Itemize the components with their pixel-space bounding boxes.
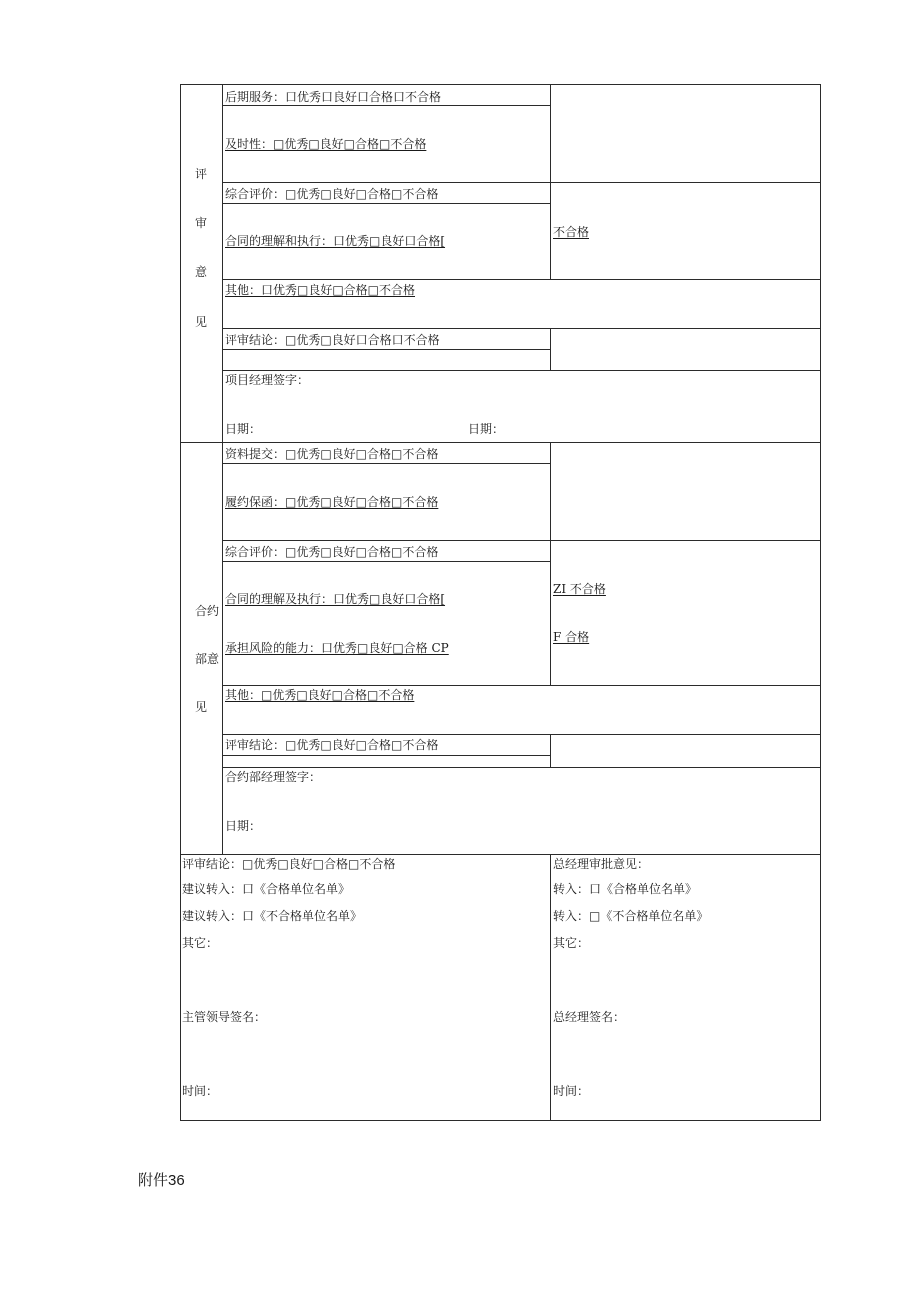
s2-col-divider-b	[550, 734, 551, 768]
review-label-1: 评	[195, 167, 208, 181]
s2-line-conclusion	[222, 755, 551, 756]
review-label-3: 意	[195, 265, 208, 279]
performance-bond-rating[interactable]: 履约保函：□优秀□良好□合格□不合格	[225, 495, 439, 509]
date-label-left: 日期：	[225, 422, 262, 436]
time-label-right: 时间：	[553, 1084, 590, 1098]
after-service-rating[interactable]: 后期服务：口优秀口良好口合格口不合格	[225, 90, 442, 104]
s2-line-docs	[222, 463, 551, 464]
label-column-divider	[222, 84, 223, 854]
contract-label-3: 见	[195, 700, 208, 714]
to-unqualified-list[interactable]: 转入：□《不合格单位名单》	[553, 909, 709, 923]
s2-line-overall	[222, 561, 551, 562]
final-conclusion-rating[interactable]: 评审结论：□优秀□良好□合格□不合格	[182, 857, 396, 871]
contract-exec-rating-contract[interactable]: 合同的理解及执行：口优秀□良好口合格[	[225, 592, 446, 606]
overall-rating[interactable]: 综合评价：□优秀□良好□合格□不合格	[225, 187, 439, 201]
leader-signature-label: 主管领导签名：	[182, 1010, 267, 1024]
contract-exec-rating[interactable]: 合同的理解和执行：口优秀□良好口合格[	[225, 234, 446, 248]
s2-line-other	[222, 734, 821, 735]
contract-exec-rating-cont[interactable]: 不合格	[553, 225, 590, 239]
s1-line-conclusion	[222, 349, 551, 350]
time-label-left: 时间：	[182, 1084, 219, 1098]
overall-rating-contract[interactable]: 综合评价：□优秀□良好□合格□不合格	[225, 545, 439, 559]
final-other-right: 其它：	[553, 936, 590, 950]
table-border-left	[180, 84, 181, 1121]
contract-label-1: 合约	[195, 604, 220, 618]
date-label-right: 日期：	[468, 422, 505, 436]
contract-exec-rating-contract-cont[interactable]: ZI 不合格	[553, 582, 606, 596]
s2-line-bond	[222, 540, 821, 541]
s2-col-divider-a	[550, 442, 551, 686]
s2-line-conclusion-end	[222, 767, 821, 768]
conclusion-rating-contract[interactable]: 评审结论：□优秀□良好□合格□不合格	[225, 738, 439, 752]
other-rating[interactable]: 其他：口优秀□良好□合格□不合格	[225, 283, 416, 297]
s3-col-divider	[550, 854, 551, 1121]
review-label-4: 见	[195, 315, 208, 329]
s1-line-other	[222, 328, 821, 329]
s2-line-risk	[222, 685, 821, 686]
timeliness-rating[interactable]: 及时性：□优秀□良好□合格□不合格	[225, 137, 427, 151]
attachment-number: 附件36	[138, 1172, 185, 1189]
docs-submission-rating[interactable]: 资料提交：□优秀□良好□合格□不合格	[225, 447, 439, 461]
s1-line-timeliness	[222, 182, 821, 183]
table-border-right	[820, 84, 821, 1121]
gm-signature-label: 总经理签名：	[553, 1010, 626, 1024]
s1-line-after-service	[222, 105, 551, 106]
suggest-unqualified-list[interactable]: 建议转入：口《不合格单位名单》	[182, 909, 363, 923]
section-divider-1	[180, 442, 821, 443]
other-rating-contract[interactable]: 其他：□优秀□良好□合格□不合格	[225, 688, 415, 702]
s1-line-conclusion-end	[222, 370, 821, 371]
s1-line-overall	[222, 203, 551, 204]
gm-opinion-label: 总经理审批意见：	[553, 857, 650, 871]
suggest-qualified-list[interactable]: 建议转入：口《合格单位名单》	[182, 882, 351, 896]
to-qualified-list[interactable]: 转入：口《合格单位名单》	[553, 882, 698, 896]
table-border-bottom	[180, 1120, 821, 1121]
section-divider-2	[180, 854, 821, 855]
conclusion-rating[interactable]: 评审结论：□优秀□良好口合格口不合格	[225, 333, 440, 347]
final-other-left: 其它：	[182, 936, 219, 950]
review-label-2: 审	[195, 216, 208, 230]
contract-manager-signature-label: 合约部经理签字：	[225, 770, 322, 784]
s1-line-contract	[222, 279, 821, 280]
project-manager-signature-label: 项目经理签字：	[225, 373, 310, 387]
date-label-contract: 日期：	[225, 819, 262, 833]
table-border-top	[180, 84, 821, 85]
risk-capacity-rating-cont[interactable]: F 合格	[553, 630, 590, 644]
risk-capacity-rating[interactable]: 承担风险的能力：口优秀□良好□合格 CP	[225, 641, 449, 655]
contract-label-2: 部意	[195, 652, 220, 666]
